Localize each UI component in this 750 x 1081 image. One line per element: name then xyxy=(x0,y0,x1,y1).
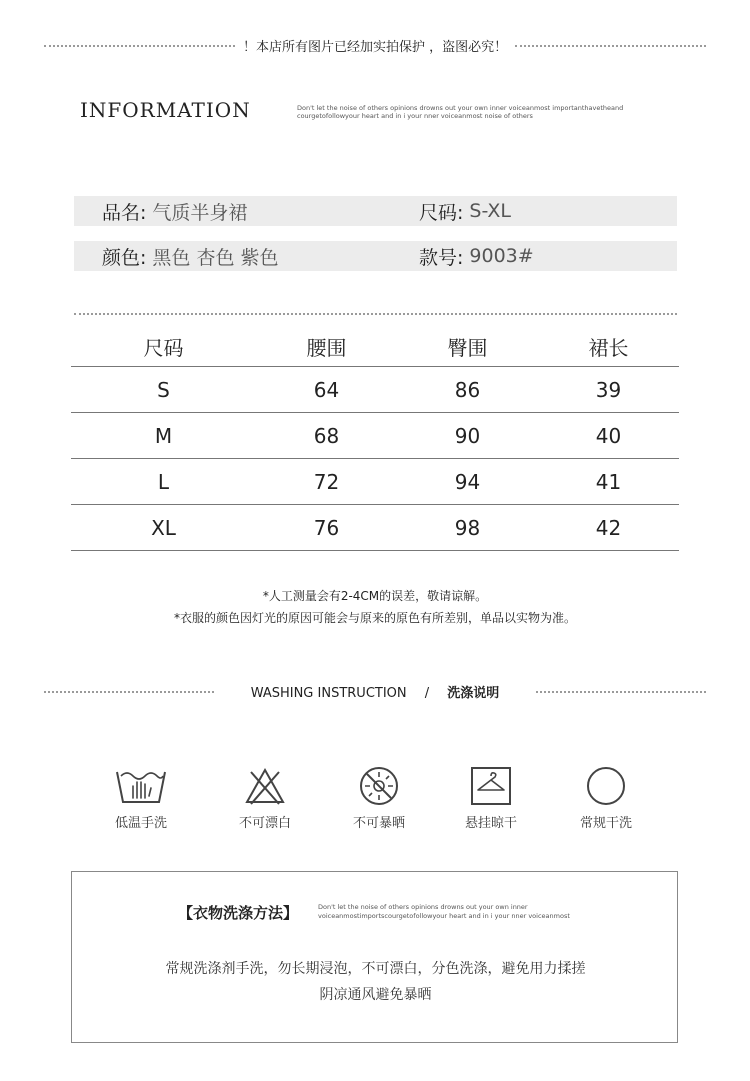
table-cell: 98 xyxy=(454,515,481,540)
header-cell: 裙长 xyxy=(588,335,629,360)
care-method-description: Don't let the noise of others opinions drowns out your own inner voiceanmostimportscourgetofollowyour heart and in i your nner voiceanmost xyxy=(318,903,570,920)
table-cell: 64 xyxy=(313,377,340,402)
information-title: INFORMATION xyxy=(80,98,251,122)
table-cell: L xyxy=(157,469,170,494)
table-cell: S xyxy=(157,377,170,402)
copyright-notice: ！本店所有图片已经加实拍保护 ，盗图必究！ xyxy=(242,40,508,55)
table-cell: 72 xyxy=(313,469,340,494)
table-cell: 76 xyxy=(313,515,340,540)
table-cell: 39 xyxy=(595,377,622,402)
care-icon-item xyxy=(91,766,191,831)
care-icon-item xyxy=(215,766,315,831)
product-size-value: S-XL xyxy=(469,200,511,222)
care-instruction-line: 阴凉通风避免暴晒 xyxy=(319,987,432,1003)
dotted-divider xyxy=(536,691,706,693)
care-instruction-line: 常规洗涤剂手洗，勿长期浸泡，不可漂白，分色洗涤，避免用力揉搓 xyxy=(165,961,586,977)
table-cell: XL xyxy=(151,515,176,540)
product-name-key: 品名: xyxy=(102,201,147,224)
care-icon-item xyxy=(441,766,541,831)
table-cell: 41 xyxy=(595,469,622,494)
table-cell: 86 xyxy=(454,377,481,402)
measurement-note: *人工测量会有2-4CM的误差，敬请谅解。 xyxy=(262,589,488,603)
washing-instruction-header xyxy=(44,682,706,701)
washing-title-slash: / xyxy=(424,686,430,701)
icon-label: 低温手洗 xyxy=(114,816,167,831)
dry-clean-icon xyxy=(584,766,628,806)
table-row xyxy=(71,413,679,459)
header-cell: 尺码 xyxy=(143,335,184,360)
care-method-title: 【衣物洗涤方法】 xyxy=(178,904,299,922)
washing-title-cn: 洗涤说明 xyxy=(447,686,500,701)
product-style-number xyxy=(419,243,534,270)
product-size-key: 尺码: xyxy=(419,201,464,224)
table-cell: 94 xyxy=(454,469,481,494)
dotted-divider xyxy=(44,691,214,693)
product-color-key: 颜色: xyxy=(102,246,147,269)
table-cell: 40 xyxy=(595,423,622,448)
size-table-header xyxy=(71,326,679,367)
dotted-divider xyxy=(44,45,235,47)
product-size xyxy=(419,198,511,225)
table-cell: 90 xyxy=(454,423,481,448)
icon-label: 不可暴晒 xyxy=(352,816,405,831)
care-icon-item xyxy=(329,766,429,831)
spec-row-name-size xyxy=(74,196,677,226)
no-sun-icon xyxy=(357,766,401,806)
header-cell: 腰围 xyxy=(306,335,347,360)
product-name-value: 气质半身裙 xyxy=(152,201,248,224)
dotted-divider xyxy=(74,313,677,315)
icon-label: 悬挂晾干 xyxy=(464,816,517,831)
size-table xyxy=(71,326,679,551)
style-number-value: 9003# xyxy=(469,245,534,267)
product-color xyxy=(74,243,419,270)
no-bleach-icon xyxy=(243,766,287,806)
information-description: Don't let the noise of others opinions drowns out your own inner voiceanmost importanthavetheand courgetofollowyour heart and in i your nner voiceanmost noise of others xyxy=(297,104,624,120)
copyright-notice-bar xyxy=(44,36,706,55)
icon-label: 不可漂白 xyxy=(238,816,291,831)
icon-label: 常规干洗 xyxy=(579,816,632,831)
dotted-divider xyxy=(515,45,706,47)
care-icon-item xyxy=(556,766,656,831)
table-row xyxy=(71,505,679,551)
washing-instruction-title xyxy=(214,682,536,701)
table-row xyxy=(71,367,679,413)
style-number-key: 款号: xyxy=(419,246,464,269)
care-method-box xyxy=(71,871,678,1043)
product-color-value: 黑色 杏色 紫色 xyxy=(152,246,279,269)
product-name xyxy=(74,198,419,225)
washing-title-en: WASHING INSTRUCTION xyxy=(250,686,407,701)
hang-dry-icon xyxy=(469,766,513,806)
hand-wash-icon xyxy=(115,766,167,806)
table-cell: M xyxy=(154,423,173,448)
table-cell: 68 xyxy=(313,423,340,448)
spec-row-color-style xyxy=(74,241,677,271)
table-row xyxy=(71,459,679,505)
color-note: *衣服的颜色因灯光的原因可能会与原来的原色有所差别，单品以实物为准。 xyxy=(173,611,576,625)
header-cell: 臀围 xyxy=(447,335,488,360)
table-cell: 42 xyxy=(595,515,622,540)
